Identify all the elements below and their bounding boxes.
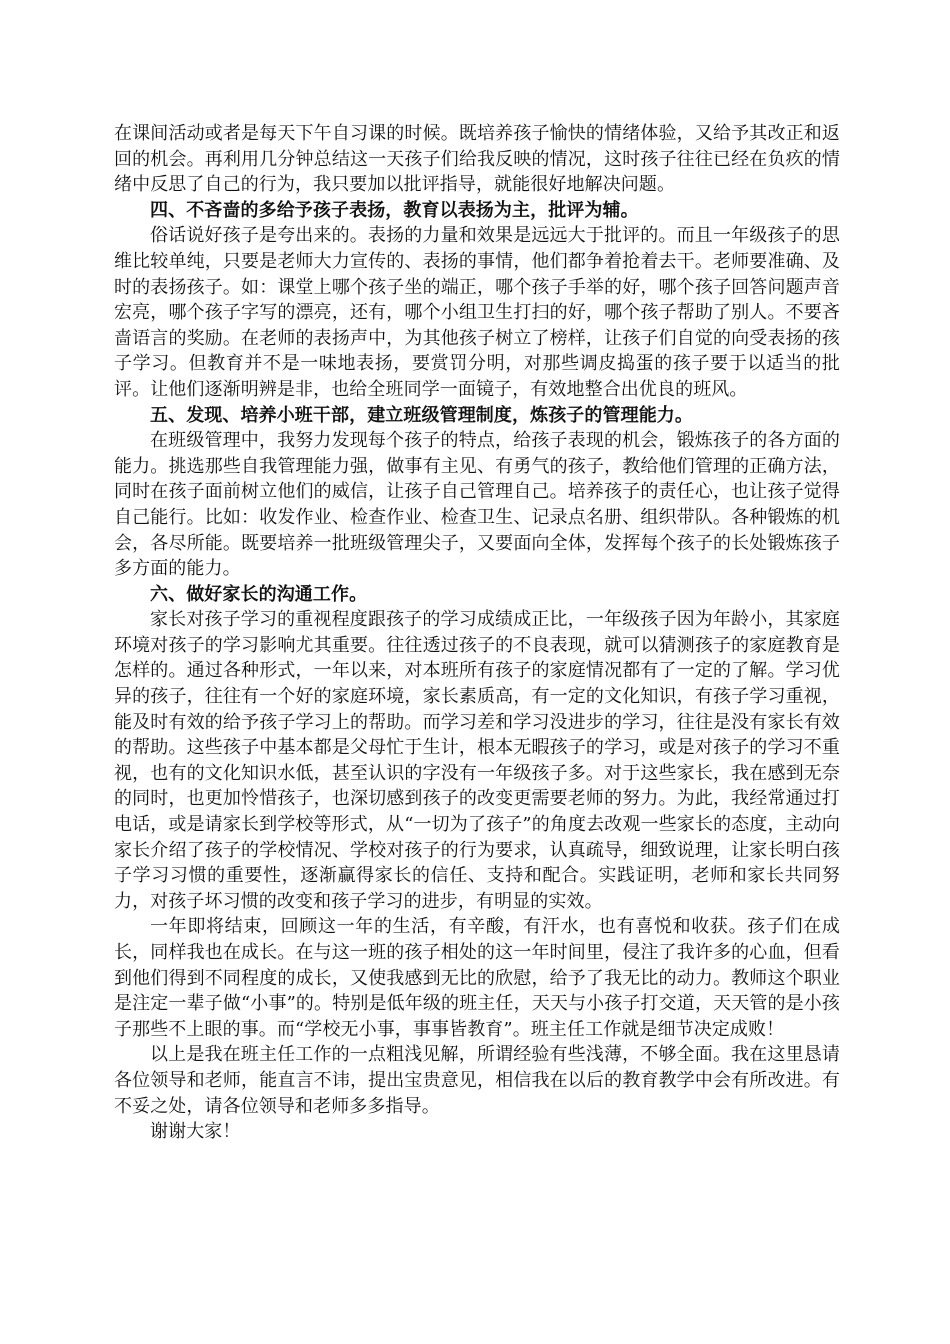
paragraph-continuation: 在课间活动或者是每天下午自习课的时候。既培养孩子愉快的情绪体验，又给予其改正和返回的机会。再利用几分钟总结这一天孩子们给我反映的情况，这时孩子往往已经在负疚的情绪中反思了自己的行为，我只要加以批评指导，就能很好地解决问题。 (114, 123, 840, 196)
section-heading-5: 五、发现、培养小班干部，建立班级管理制度，炼孩子的管理能力。 (150, 404, 693, 426)
paragraph-praise: 俗话说好孩子是夸出来的。表扬的力量和效果是远远大于批评的。而且一年级孩子的思维比较单纯，只要是老师大力宣传的、表扬的事情，他们都争着抢着去干。老师要准确、及时的表扬孩子。如：课堂上哪个孩子坐的端正，哪个孩子手举的好，哪个孩子回答问题声音宏亮，哪个孩子字写的漂亮，还有，哪个小组卫生打扫的好，哪个孩子帮助了别人。不要吝啬语言的奖励。在老师的表扬声中，为其他孩子树立了榜样，让孩子们自觉的向受表扬的孩子学习。但教育并不是一味地表扬，要赏罚分明，对那些调皮捣蛋的孩子要于以适当的批评。让他们逐渐明辨是非，也给全班同学一面镜子，有效地整合出优良的班风。 (114, 225, 840, 400)
paragraph-year-review: 一年即将结束，回顾这一年的生活，有辛酸，有汗水，也有喜悦和收获。孩子们在成长，同样我也在成长。在与这一班的孩子相处的这一年时间里，侵注了我许多的心血，但看到他们得到不同程度的成长，又使我感到无比的欣慰，给予了我无比的动力。教师这个职业是注定一辈子做“小事”的。特别是低年级的班主任，天天与小孩子打交道，天天管的是小孩子那些不上眼的事。而“学校无小事，事事皆教育”。班主任工作就是细节决定成败！ (114, 916, 840, 1040)
document-page (114, 121, 840, 1145)
paragraph-parents: 家长对孩子学习的重视程度跟孩子的学习成绩成正比，一年级孩子因为年龄小，其家庭环境对孩子的学习影响尤其重要。往往透过孩子的不良表现，就可以猜测孩子的家庭教育是怎样的。通过各种形式，一年以来，对本班所有孩子的家庭情况都有了一定的了解。学习优异的孩子，往往有一个好的家庭环境，家长素质高，有一定的文化知识，有孩子学习重视，能及时有效的给予孩子学习上的帮助。而学习差和学习没进步的学习，往往是没有家长有效的帮助。这些孩子中基本都是父母忙于生计，根本无暇孩子的学习，或是对孩子的学习不重视，也有的文化知识水低，甚至认识的字没有一年级孩子多。对于这些家长，我在感到无奈的同时，也更加怜惜孩子，也深切感到孩子的改变更需要老师的努力。为此，我经常通过打电话，或是请家长到学校等形式，从“一切为了孩子”的角度去改观一些家长的态度，主动向家长介绍了孩子的学校情况、学校对孩子的行为要求，认真疏导，细致说理，让家长明白孩子学习习惯的重要性，逐渐赢得家长的信任、支持和配合。实践证明，老师和家长共同努力，对孩子坏习惯的改变和孩子学习的进步，有明显的实效。 (114, 609, 840, 912)
paragraph-thanks: 谢谢大家！ (150, 1121, 241, 1143)
section-heading-6: 六、做好家长的沟通工作。 (150, 583, 368, 605)
paragraph-class-cadre: 在班级管理中，我努力发现每个孩子的特点，给孩子表现的机会，锻炼孩子的各方面的能力。挑选那些自我管理能力强，做事有主见、有勇气的孩子，教给他们管理的正确方法，同时在孩子面前树立他们的威信，让孩子自己管理自己。培养孩子的责任心，也让孩子觉得自己能行。比如：收发作业、检查作业、检查卫生、记录点名册、组织带队。各种锻炼的机会，各尽所能。既要培养一批班级管理尖子，又要面向全体，发挥每个孩子的长处锻炼孩子多方面的能力。 (114, 430, 840, 580)
paragraph-closing: 以上是我在班主任工作的一点粗浅见解，所谓经验有些浅薄，不够全面。我在这里恳请各位领导和老师，能直言不讳，提出宝贵意见，相信我在以后的教育教学中会有所改进。有不妥之处，请各位领导和老师多多指导。 (114, 1044, 840, 1117)
section-heading-4: 四、不吝啬的多给予孩子表扬，教育以表扬为主，批评为辅。 (150, 199, 639, 221)
